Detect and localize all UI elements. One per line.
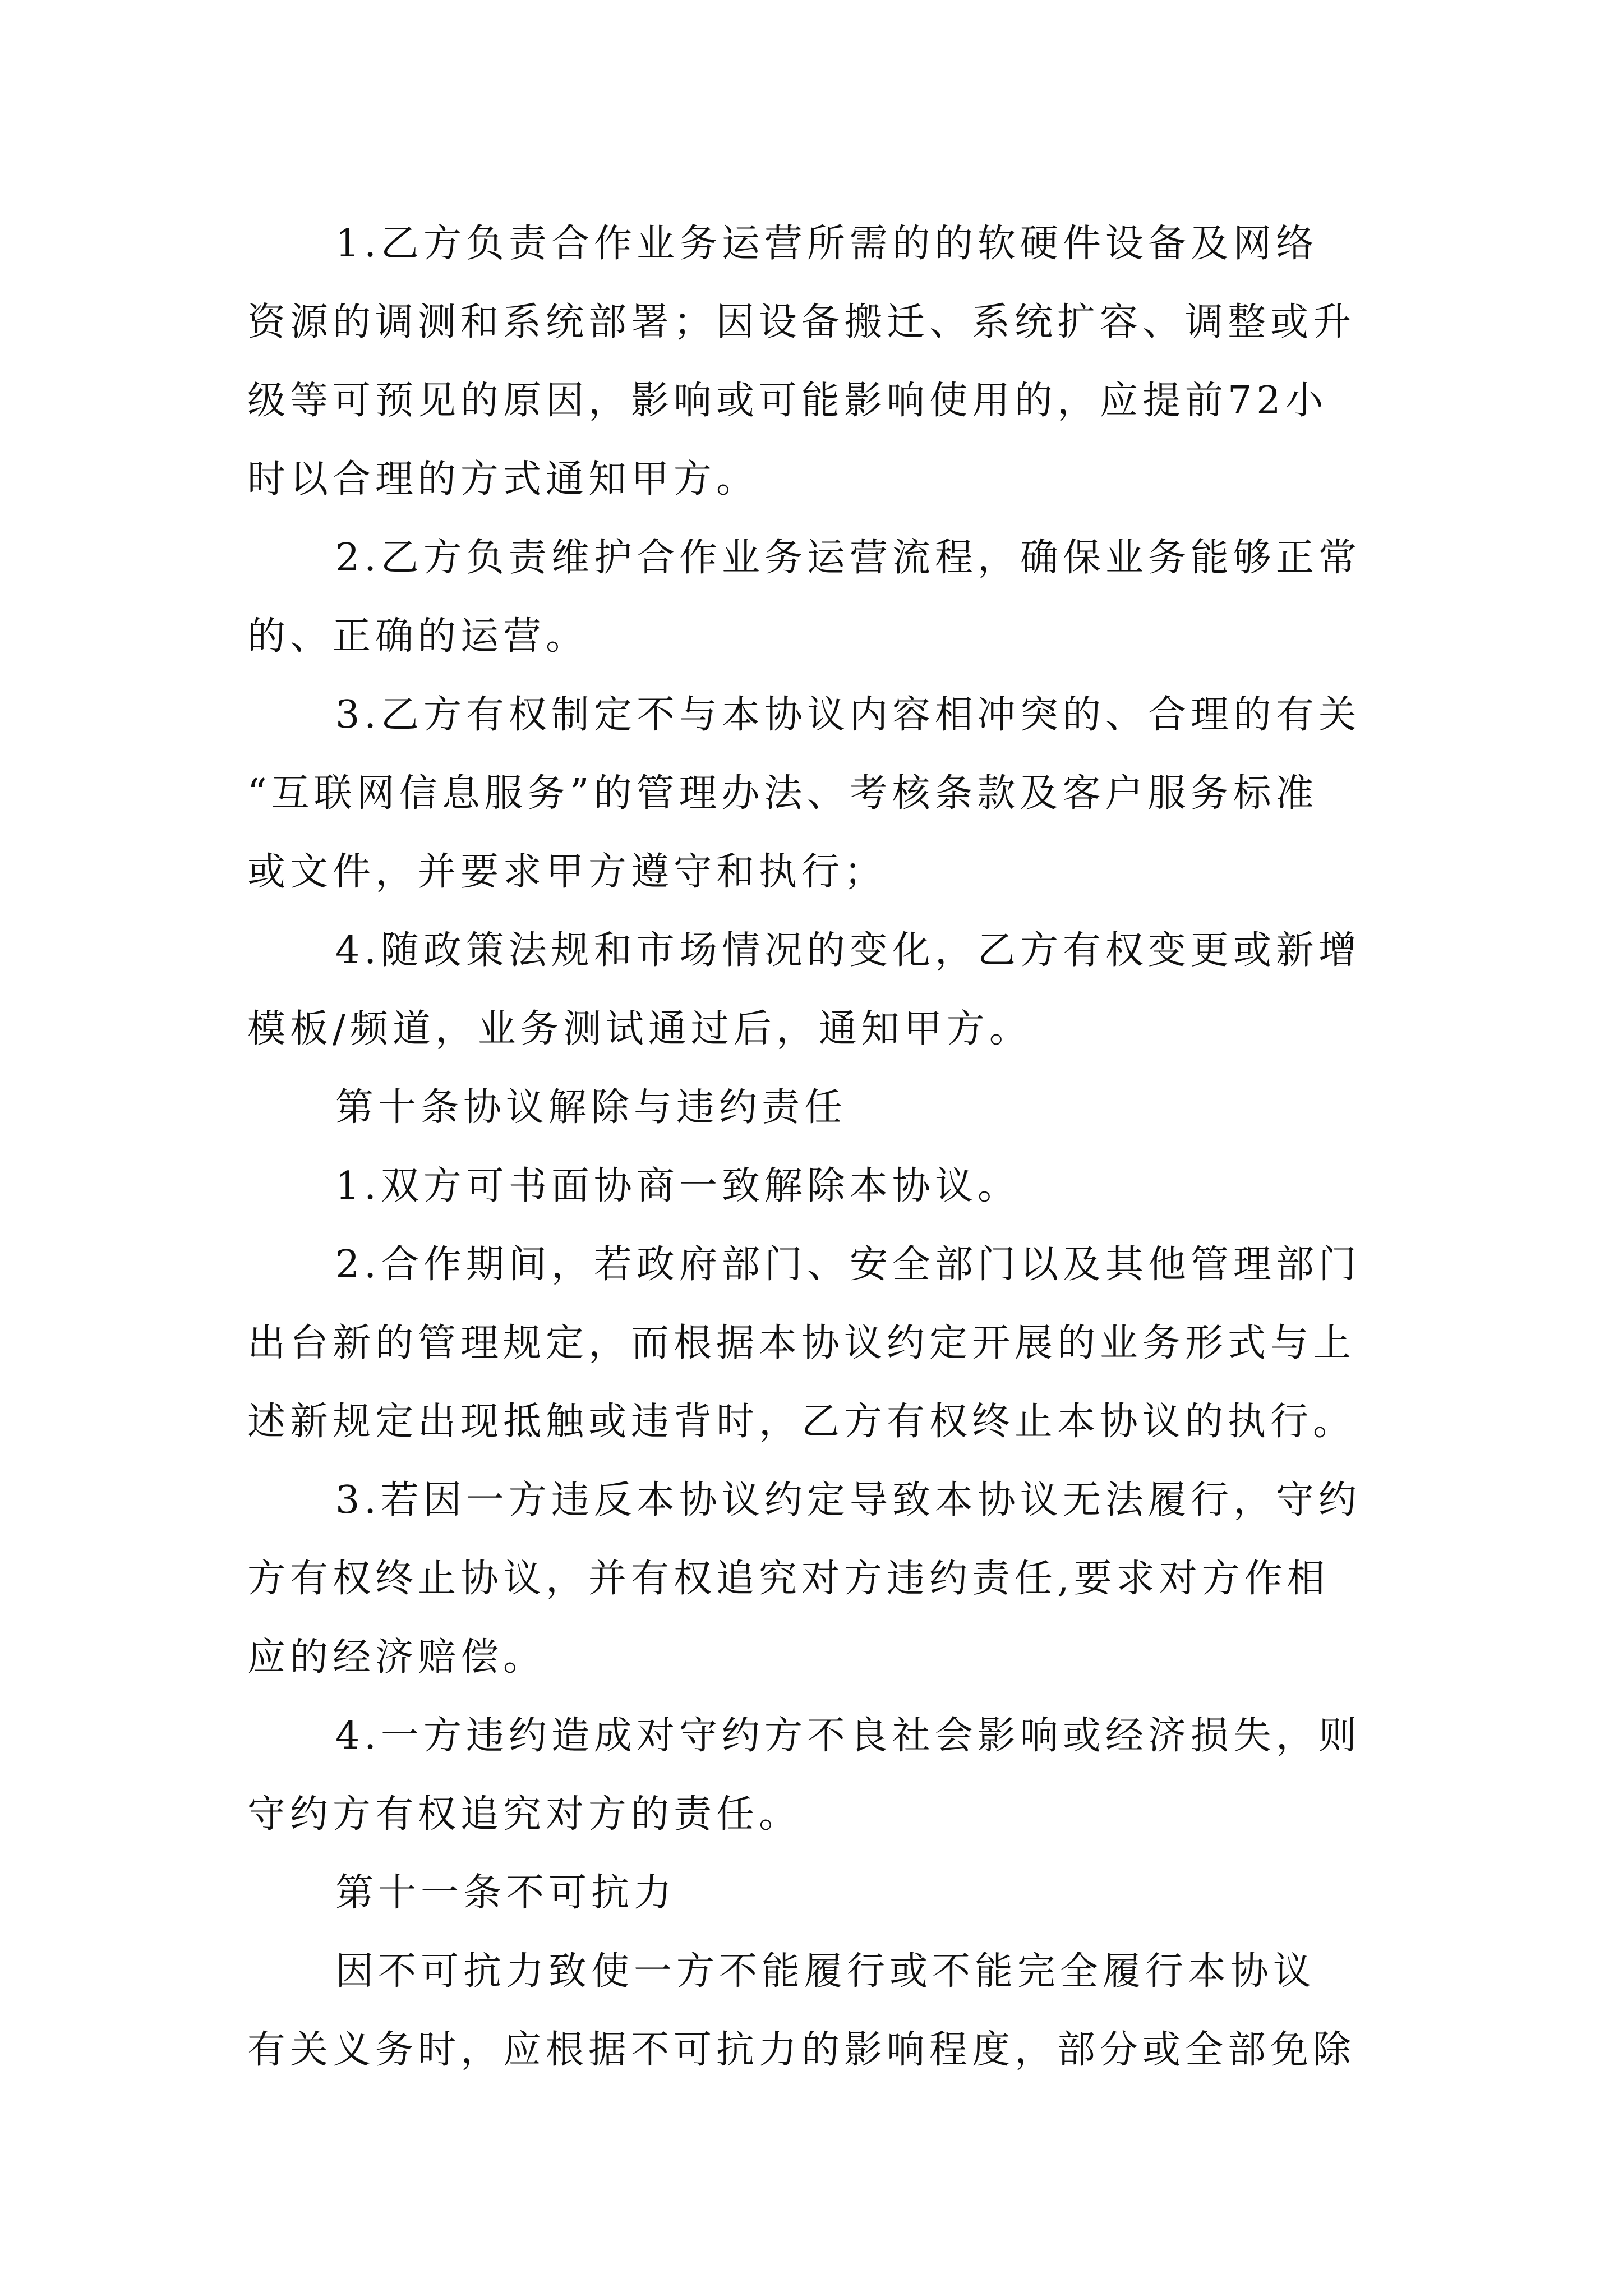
paragraph-line-21: 守约方有权追究对方的责任。: [247, 1792, 802, 1837]
paragraph-line-18: 方有权终止协议，并有权追究对方违约责任,要求对方作相: [247, 1557, 1330, 1601]
paragraph-line-13: 1.双方可书面协商一致解除本协议。: [335, 1164, 1020, 1208]
paragraph-line-3: 级等可预见的原因，影响或可能影响使用的，应提前72小: [247, 379, 1328, 423]
paragraph-line-4: 时以合理的方式通知甲方。: [247, 457, 759, 501]
paragraph-line-2: 资源的调测和系统部署；因设备搬迁、系统扩容、调整或升: [247, 300, 1356, 344]
paragraph-line-10: 4.随政策法规和市场情况的变化，乙方有权变更或新增: [335, 928, 1361, 973]
paragraph-line-1: 1.乙方负责合作业务运营所需的的软硬件设备及网络: [335, 222, 1318, 266]
section-heading-article-10: 第十条协议解除与违约责任: [335, 1085, 847, 1130]
paragraph-line-23: 因不可抗力致使一方不能履行或不能完全履行本协议: [335, 1949, 1316, 1994]
paragraph-line-24: 有关义务时，应根据不可抗力的影响程度，部分或全部免除: [247, 2028, 1356, 2072]
paragraph-line-5: 2.乙方负责维护合作业务运营流程，确保业务能够正常: [335, 536, 1361, 580]
paragraph-line-14: 2.合作期间，若政府部门、安全部门以及其他管理部门: [335, 1243, 1361, 1287]
paragraph-line-20: 4.一方违约造成对守约方不良社会影响或经济损失，则: [335, 1714, 1361, 1758]
paragraph-line-15: 出台新的管理规定，而根据本协议约定开展的业务形式与上: [247, 1321, 1356, 1365]
paragraph-line-8: “互联网信息服务”的管理办法、考核条款及客户服务标准: [247, 771, 1318, 816]
paragraph-line-16: 述新规定出现抵触或违背时，乙方有权终止本协议的执行。: [247, 1400, 1356, 1444]
paragraph-line-6: 的、正确的运营。: [247, 614, 589, 659]
paragraph-line-19: 应的经济赔偿。: [247, 1635, 546, 1680]
paragraph-line-7: 3.乙方有权制定不与本协议内容相冲突的、合理的有关: [335, 693, 1361, 737]
paragraph-line-17: 3.若因一方违反本协议约定导致本协议无法履行，守约: [335, 1478, 1361, 1522]
section-heading-article-11: 第十一条不可抗力: [335, 1871, 677, 1915]
paragraph-line-9: 或文件，并要求甲方遵守和执行；: [247, 850, 887, 894]
paragraph-line-11: 模板/频道，业务测试通过后，通知甲方。: [247, 1007, 1032, 1051]
